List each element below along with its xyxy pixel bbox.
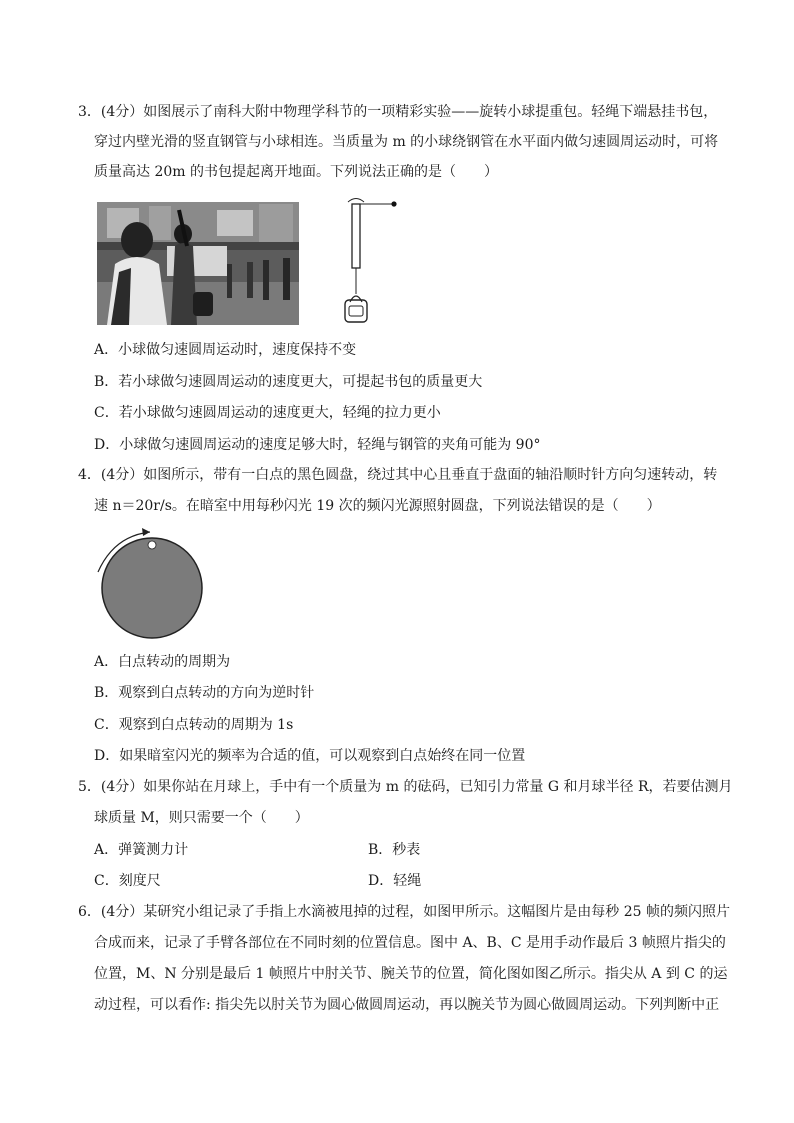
q3-option-c[interactable]: C．若小球做匀速圆周运动的速度更大，轻绳的拉力更小 [94, 405, 441, 421]
q6-stem-line-2: 合成而来，记录了手臂各部位在不同时刻的位置信息。图中 A、B、C 是用手动作最后 3 帧照片指尖的 [94, 935, 726, 951]
black-disk [102, 538, 202, 638]
q5-stem-line-2: 球质量 M，则只需要一个（ ） [94, 810, 309, 826]
q3-option-a[interactable]: A．小球做匀速圆周运动时，速度保持不变 [94, 342, 357, 358]
q4-stem-line-2: 速 n＝20r/s。在暗室中用每秒闪光 19 次的频闪光源照射圆盘，下列说法错误的是（ ） [94, 498, 661, 514]
q5-option-d[interactable]: D．轻绳 [368, 873, 422, 889]
experiment-photo-illustration [97, 202, 299, 325]
q4-option-a[interactable]: A．白点转动的周期为 [94, 654, 231, 670]
q6-stem-line-3: 位置，M、N 分别是最后 1 帧照片中肘关节、腕关节的位置，简化图如图乙所示。指尖从 A 到 C 的运 [94, 966, 728, 982]
q5-option-c[interactable]: C．刻度尺 [94, 873, 161, 889]
q5-option-b[interactable]: B．秒表 [368, 842, 421, 858]
apparatus-diagram [338, 196, 408, 328]
q4-option-b[interactable]: B．观察到白点转动的方向为逆时针 [94, 685, 315, 701]
rotating-disk-figure [90, 528, 210, 640]
tube-ball-bag-sketch [338, 196, 408, 328]
white-dot [148, 541, 156, 549]
q5-option-a[interactable]: A．弹簧测力计 [94, 842, 189, 858]
q3-option-d[interactable]: D．小球做匀速圆周运动的速度足够大时，轻绳与钢管的夹角可能为 90° [94, 437, 541, 453]
q4-stem-line-1: 4．(4分）如图所示，带有一白点的黑色圆盘，绕过其中心且垂直于盘面的轴沿顺时针方向匀速转动，转 [78, 467, 718, 483]
bag-shape [345, 300, 367, 322]
q3-stem-line-1: 3．(4分）如图展示了南科大附中物理学科节的一项精彩实验——旋转小球提重包。轻绳下端悬挂书包， [78, 104, 718, 120]
q5-stem-line-1: 5．(4分）如果你站在月球上，手中有一个质量为 m 的砝码，已知引力常量 G 和月球半径 R，若要估测月 [78, 779, 733, 795]
q6-stem-line-4: 动过程，可以看作: 指尖先以肘关节为圆心做圆周运动，再以腕关节为圆心做圆周运动。下列判断中正 [94, 997, 720, 1013]
q3-stem-line-3: 质量高达 20m 的书包提起离开地面。下列说法正确的是（ ） [94, 164, 498, 180]
ball-dot [391, 201, 396, 206]
q4-option-c[interactable]: C．观察到白点转动的周期为 1s [94, 717, 294, 733]
disk-sketch [90, 528, 210, 640]
q3-stem-line-2: 穿过内壁光滑的竖直钢管与小球相连。当质量为 m 的小球绕钢管在水平面内做匀速圆周运动时，可将 [94, 134, 719, 150]
q4-option-d[interactable]: D．如果暗室闪光的频率为合适的值，可以观察到白点始终在同一位置 [94, 748, 526, 764]
q3-option-b[interactable]: B．若小球做匀速圆周运动的速度更大，可提起书包的质量更大 [94, 374, 483, 390]
q6-stem-line-1: 6．(4分）某研究小组记录了手指上水滴被甩掉的过程，如图甲所示。这幅图片是由每秒 25 帧的频闪照片 [78, 904, 730, 920]
experiment-photo [97, 202, 299, 325]
